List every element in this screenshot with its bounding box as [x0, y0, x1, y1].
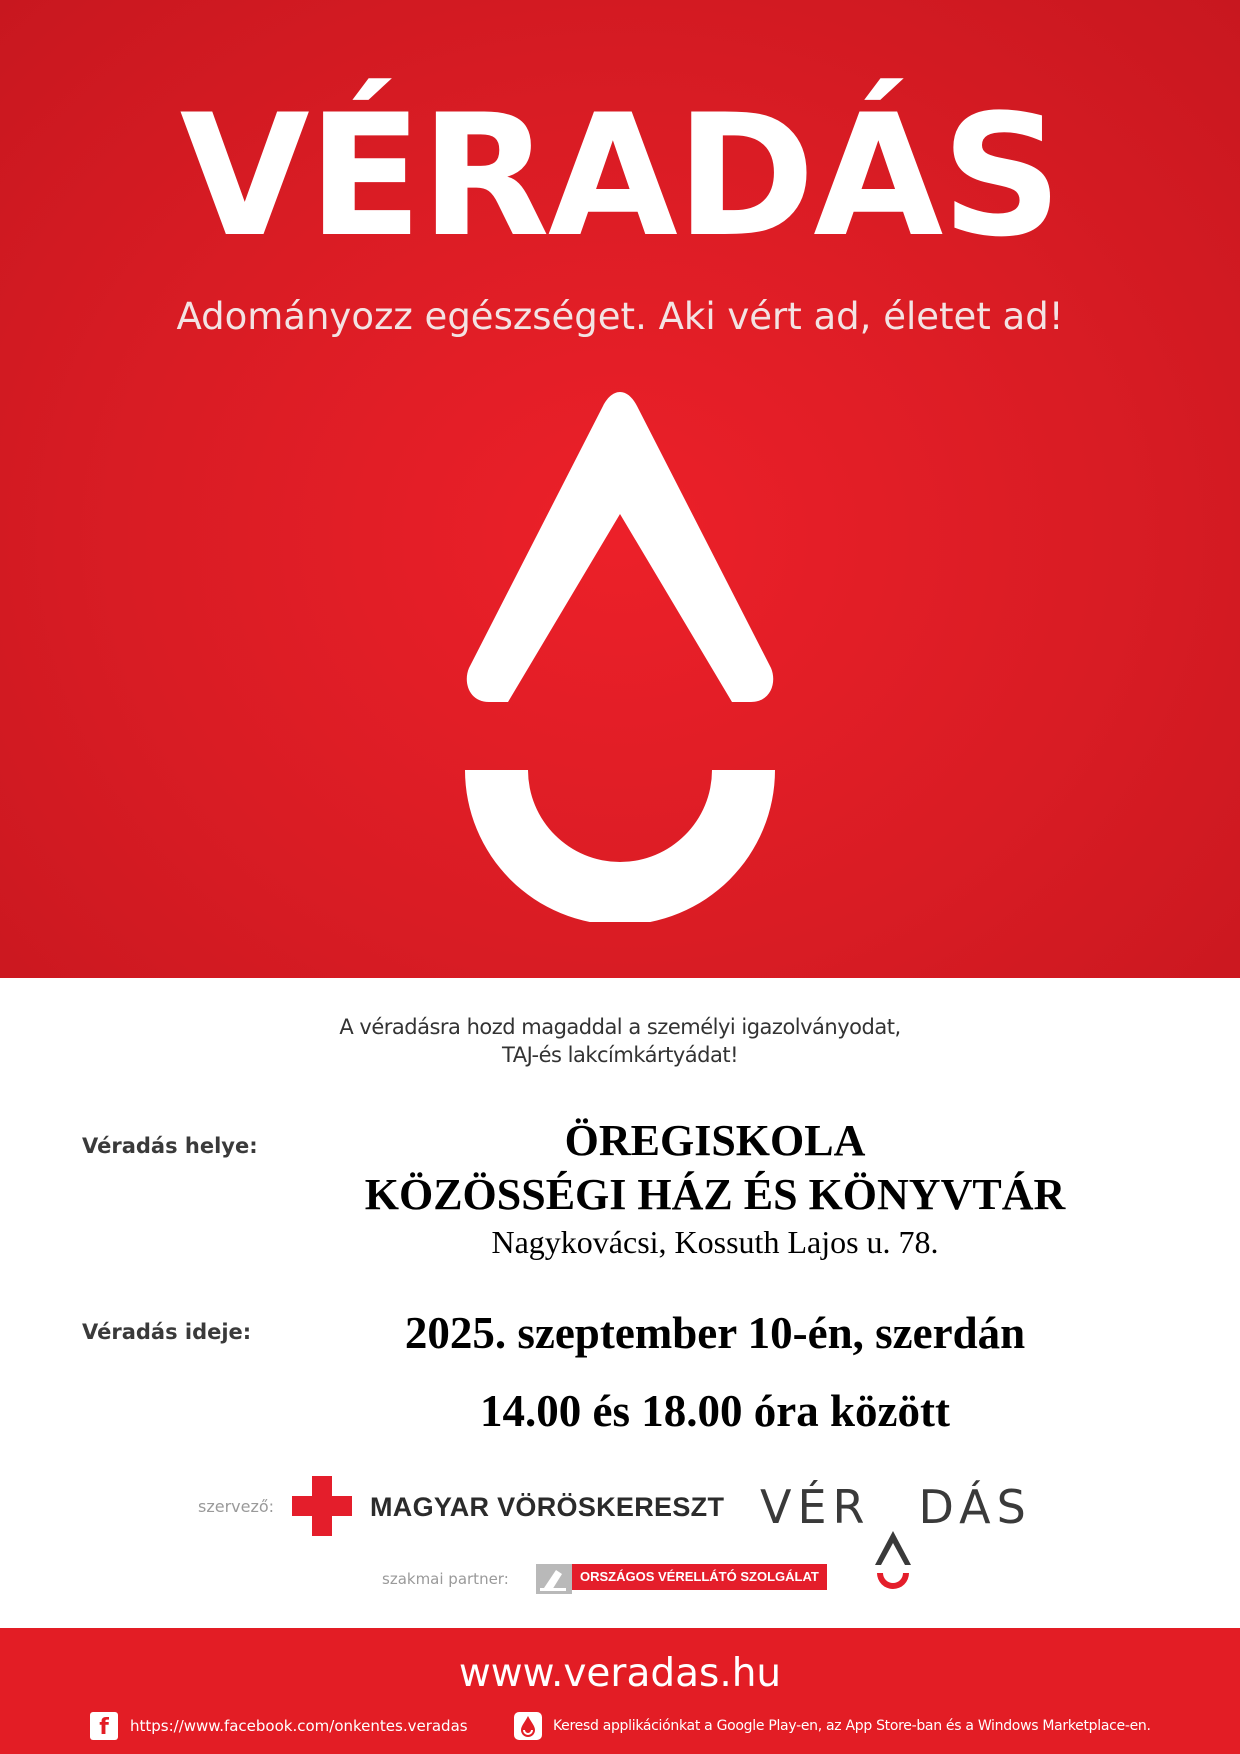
partner-label: szakmai partner:	[382, 1570, 509, 1588]
facebook-icon: f	[90, 1712, 118, 1740]
event-hours: 14.00 és 18.00 óra között	[480, 1386, 950, 1436]
venue-address: Nagykovácsi, Kossuth Lajos u. 78.	[491, 1224, 939, 1260]
partner-name: ORSZÁGOS VÉRELLÁTÓ SZOLGÁLAT	[572, 1564, 827, 1590]
website-link[interactable]: www.veradas.hu	[458, 1651, 782, 1696]
facebook-link[interactable]: https://www.facebook.com/onkentes.veradas	[130, 1717, 468, 1735]
app-drop-icon	[514, 1712, 542, 1740]
hero-title: VÉRADÁS	[179, 78, 1061, 274]
brand-text-left: VÉR	[760, 1480, 871, 1534]
venue-block	[300, 1114, 1130, 1262]
notice-line-2: TAJ-és lakcímkártyádat!	[502, 1043, 738, 1067]
footer-bar	[0, 1628, 1240, 1754]
event-date: 2025. szeptember 10-én, szerdán	[404, 1308, 1026, 1358]
partner-row	[0, 1562, 1240, 1594]
time-label: Véradás ideje:	[82, 1320, 252, 1344]
venue-name-line-2: KÖZÖSSÉGI HÁZ ÉS KÖNYVTÁR	[364, 1170, 1066, 1219]
organizer-name: MAGYAR VÖRÖSKERESZT	[370, 1492, 725, 1522]
red-cross-icon	[292, 1476, 352, 1536]
organizer-label: szervező:	[198, 1497, 275, 1516]
brand-text-right: DÁS	[918, 1480, 1032, 1534]
veradas-brand-logo	[760, 1480, 1032, 1534]
blood-drop-smile-icon	[445, 386, 795, 922]
notice-line-1: A véradásra hozd magaddal a személyi igazolványodat,	[339, 1015, 901, 1039]
location-label: Véradás helye:	[82, 1134, 258, 1158]
id-notice	[0, 1013, 1240, 1069]
organizer-row	[0, 1470, 1240, 1540]
app-store-text: Keresd applikációnkat a Google Play-en, az App Store-ban és a Windows Marketplace-en.	[553, 1718, 1151, 1734]
ovsz-logo-icon	[536, 1564, 572, 1594]
hero-subtitle: Adományozz egészséget. Aki vért ad, életet ad!	[176, 295, 1064, 338]
venue-name-line-1: ÖREGISKOLA	[564, 1116, 866, 1165]
